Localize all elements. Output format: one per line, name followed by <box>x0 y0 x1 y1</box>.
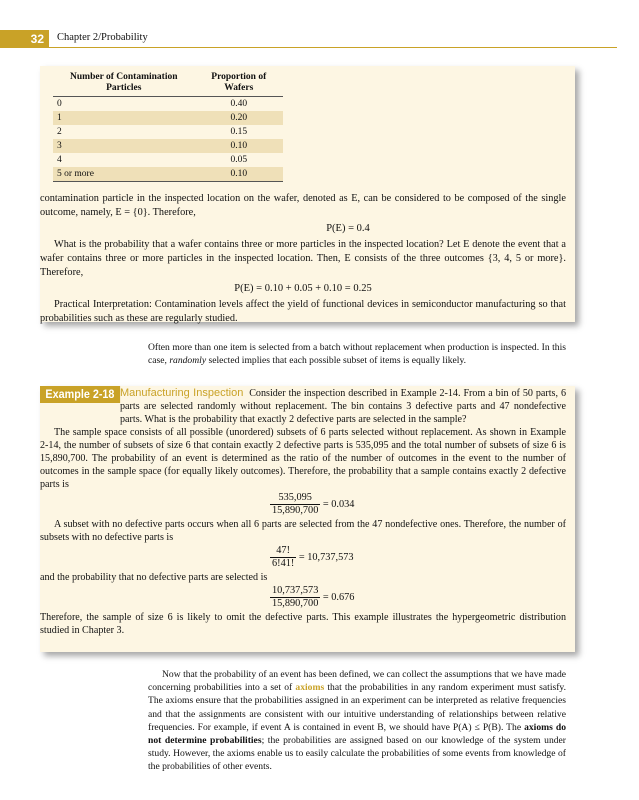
contamination-table <box>53 70 283 182</box>
denominator: 15,890,700 <box>272 505 319 516</box>
cell-particles: 2 <box>57 127 62 137</box>
denominator: 6!41! <box>272 558 295 569</box>
cell-particles: 1 <box>53 111 195 125</box>
note-text: selected implies that each possible subset of items is equally likely. <box>206 355 467 366</box>
result: = 0.034 <box>322 499 355 510</box>
equation: P(E) = 0.10 + 0.05 + 0.10 = 0.25 <box>234 283 372 294</box>
numerator: 47! <box>270 545 296 558</box>
example-body <box>40 387 566 637</box>
cell-proportion: 0.20 <box>195 111 283 125</box>
note-emphasis: randomly <box>169 355 207 366</box>
header-rule <box>49 47 617 48</box>
example-box <box>40 386 575 652</box>
table-row <box>53 97 283 112</box>
cell-proportion: 0.10 <box>195 167 283 182</box>
result: = 0.676 <box>322 592 355 603</box>
cell-particles: 4 <box>57 155 62 165</box>
running-header <box>0 30 639 48</box>
axioms-text: ; the probabilities are assigned based on our knowledge of the system under study. However, the axioms enable us to easily calculate the probabilities of some events from knowledge of the probabilities of other events. <box>148 735 567 773</box>
margin-note <box>148 341 566 367</box>
cell-proportion: 0.10 <box>195 139 283 153</box>
note-text: Often more than one item is selected from a batch without replacement when production is inspected. In this case, <box>148 342 566 366</box>
paragraph: and the probability that no defective parts are selected is <box>40 572 268 583</box>
axioms-highlight: axioms <box>295 682 325 694</box>
cell-proportion: 0.05 <box>230 155 248 165</box>
chapter-title: Chapter 2/Probability <box>57 32 148 43</box>
paragraph: A subset with no defective parts occurs when all 6 parts are selected from the 47 nondefective ones. Therefore, the number of subsets with no defective parts is <box>40 519 566 543</box>
example-title: Manufacturing Inspection <box>120 387 244 399</box>
table-row <box>53 167 283 182</box>
paragraph: The sample space consists of all possible (unordered) subsets of 6 parts selected without replacement. As shown in Example 2-14, the number of subsets of size 6 that contain exactly 2 defective parts is 535,095 and the total number of subsets of size 6 is 15,890,700. The probability of an event is determined as the ratio of the number of outcomes in the event to the number of outcomes in the sample space (for equally likely outcomes). Therefore, the probability that a sample contains exactly 2 defective parts is <box>40 427 566 490</box>
cell-proportion: 0.15 <box>230 127 248 137</box>
example-tag: Example 2-18 <box>40 386 120 403</box>
numerator: 535,095 <box>270 492 320 505</box>
axioms-text: Now that the probability of an event has been defined, we can collect the assumptions that we have made concerning probabilities into a set of <box>148 669 566 694</box>
table-header-proportion: Proportion of Wafers <box>195 70 283 97</box>
table-header-particles: Number of Contamination Particles <box>53 70 195 97</box>
fraction-equation <box>270 545 566 570</box>
paragraph: What is the probability that a wafer contains three or more particles in the inspected location? Let E denote the event that a wafer contains three or more particles in the inspected location. Then, E consists of the three outcomes {3, 4, 5 or more}. Therefore, <box>40 239 566 278</box>
fraction-equation <box>270 585 566 610</box>
table-row <box>53 111 283 125</box>
cell-particles: 3 <box>53 139 195 153</box>
fraction-equation <box>270 492 566 517</box>
equation: P(E) = 0.4 <box>326 223 370 234</box>
paragraph: Consider the inspection described in Example 2-14. From a bin of 50 parts, 6 parts are selected randomly without replacement. The bin contains 3 defective parts and 47 nondefective parts. What is the probability that exactly 2 defective parts are selected in the sample? <box>120 388 566 425</box>
paragraph: Therefore, the sample of size 6 is likely to omit the defective parts. This example illustrates the hypergeometric distribution studied in Chapter 3. <box>40 612 566 636</box>
axioms-paragraph <box>148 668 566 774</box>
paragraph: contamination particle in the inspected location on the wafer, denoted as E, can be considered to be composed of the single outcome, namely, E = {0}. Therefore, <box>40 193 566 218</box>
cell-particles: 5 or more <box>53 167 195 182</box>
page-number: 32 <box>0 30 49 48</box>
table-row <box>53 153 283 167</box>
cell-proportion: 0.40 <box>230 99 248 109</box>
cell-particles: 0 <box>57 99 62 109</box>
box1-text <box>40 192 566 326</box>
table-row <box>53 125 283 139</box>
practical-interpretation: Practical Interpretation: Contamination levels affect the yield of functional devices in semiconductor manufacturing so that probabilities such as these are regularly studied. <box>40 299 566 324</box>
axioms-text: that the probabilities in any random experiment must satisfy. The axioms ensure that the probabilities assigned in an experiment can be interpreted as relative frequencies and that the assignments are consistent with our intuitive understanding of relationships between relative frequencies. For example, if event A is contained in event B, we should have P(A) ≤ P(B). The <box>148 682 566 733</box>
example-continuation-box <box>40 66 575 322</box>
numerator: 10,737,573 <box>272 585 319 596</box>
axioms-bold: axioms do not determine probabilities <box>148 721 566 747</box>
result: = 10,737,573 <box>298 552 354 563</box>
table-row <box>53 139 283 153</box>
denominator: 15,890,700 <box>272 598 319 609</box>
